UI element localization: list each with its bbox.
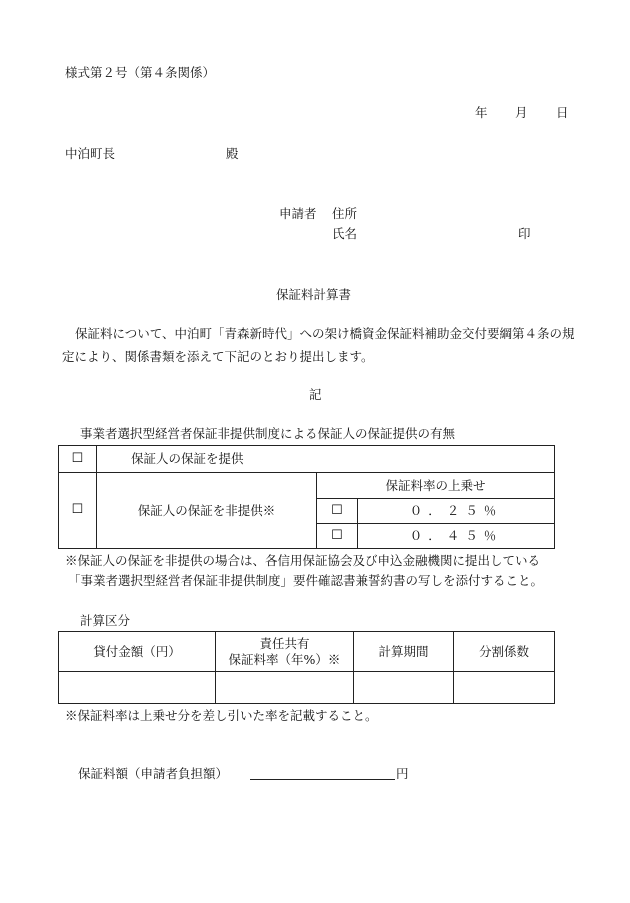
seal-mark: 印 [518, 226, 531, 241]
rate-045: ０．４５％ [358, 524, 555, 549]
date-month: 月 [515, 105, 528, 120]
checkbox-rate-045[interactable]: ☐ [317, 524, 358, 549]
period-cell[interactable] [354, 672, 454, 704]
ki-heading: 記 [309, 387, 322, 402]
loan-amount-header: 貸付金額（円） [59, 632, 216, 672]
coefficient-header: 分割係数 [454, 632, 555, 672]
fee-label: 保証料額（申請者負担額） [78, 766, 229, 781]
section1-heading: 事業者選択型経営者保証非提供制度による保証人の保証提供の有無 [80, 426, 456, 441]
addressee-name: 中泊町長 [65, 146, 116, 161]
addressee-honorific: 殿 [226, 146, 239, 161]
date-day: 日 [556, 105, 569, 120]
document-title: 保証料計算書 [276, 287, 352, 302]
loan-amount-cell[interactable] [59, 672, 216, 704]
checkbox-not-provide[interactable]: ☐ [59, 473, 97, 549]
section1-note-line2: 「事業者選択型経営者保証非提供制度」要件確認書兼誓約書の写しを添付すること。 [68, 573, 544, 588]
checkbox-rate-025[interactable]: ☐ [317, 499, 358, 524]
not-provide-label: 保証人の保証を非提供※ [97, 473, 317, 549]
applicant-label: 申請者 [279, 206, 317, 221]
fee-amount-field[interactable] [250, 779, 395, 780]
provide-label: 保証人の保証を提供 [97, 446, 555, 473]
section1-note-line1: ※保証人の保証を非提供の場合は、各信用保証協会及び申込金融機関に提出している [65, 553, 541, 568]
form-number: 様式第２号（第４条関係） [65, 65, 216, 80]
calculation-table [58, 631, 555, 704]
address-label: 住所 [332, 206, 358, 221]
coefficient-cell[interactable] [454, 672, 555, 704]
surcharge-header: 保証料率の上乗せ [317, 473, 555, 499]
name-label: 氏名 [332, 226, 358, 241]
guarantee-table [58, 445, 555, 549]
fee-unit: 円 [396, 766, 409, 781]
section2-heading: 計算区分 [80, 613, 131, 628]
rate-header [216, 632, 354, 672]
rate-025: ０．２５％ [358, 499, 555, 524]
period-header: 計算期間 [354, 632, 454, 672]
body-text: 保証料について、中泊町「青森新時代」への架け橋資金保証料補助金交付要綱第４条の規定により、関係書類を添えて下記のとおり提出します。 [62, 326, 575, 364]
section2-note: ※保証料率は上乗せ分を差し引いた率を記載すること。 [65, 708, 378, 723]
rate-header-line1: 責任共有 [259, 635, 310, 651]
rate-cell[interactable] [216, 672, 354, 704]
checkbox-provide[interactable]: ☐ [59, 446, 97, 473]
rate-header-line2: 保証料率（年%）※ [228, 651, 341, 667]
date-year: 年 [475, 105, 488, 120]
